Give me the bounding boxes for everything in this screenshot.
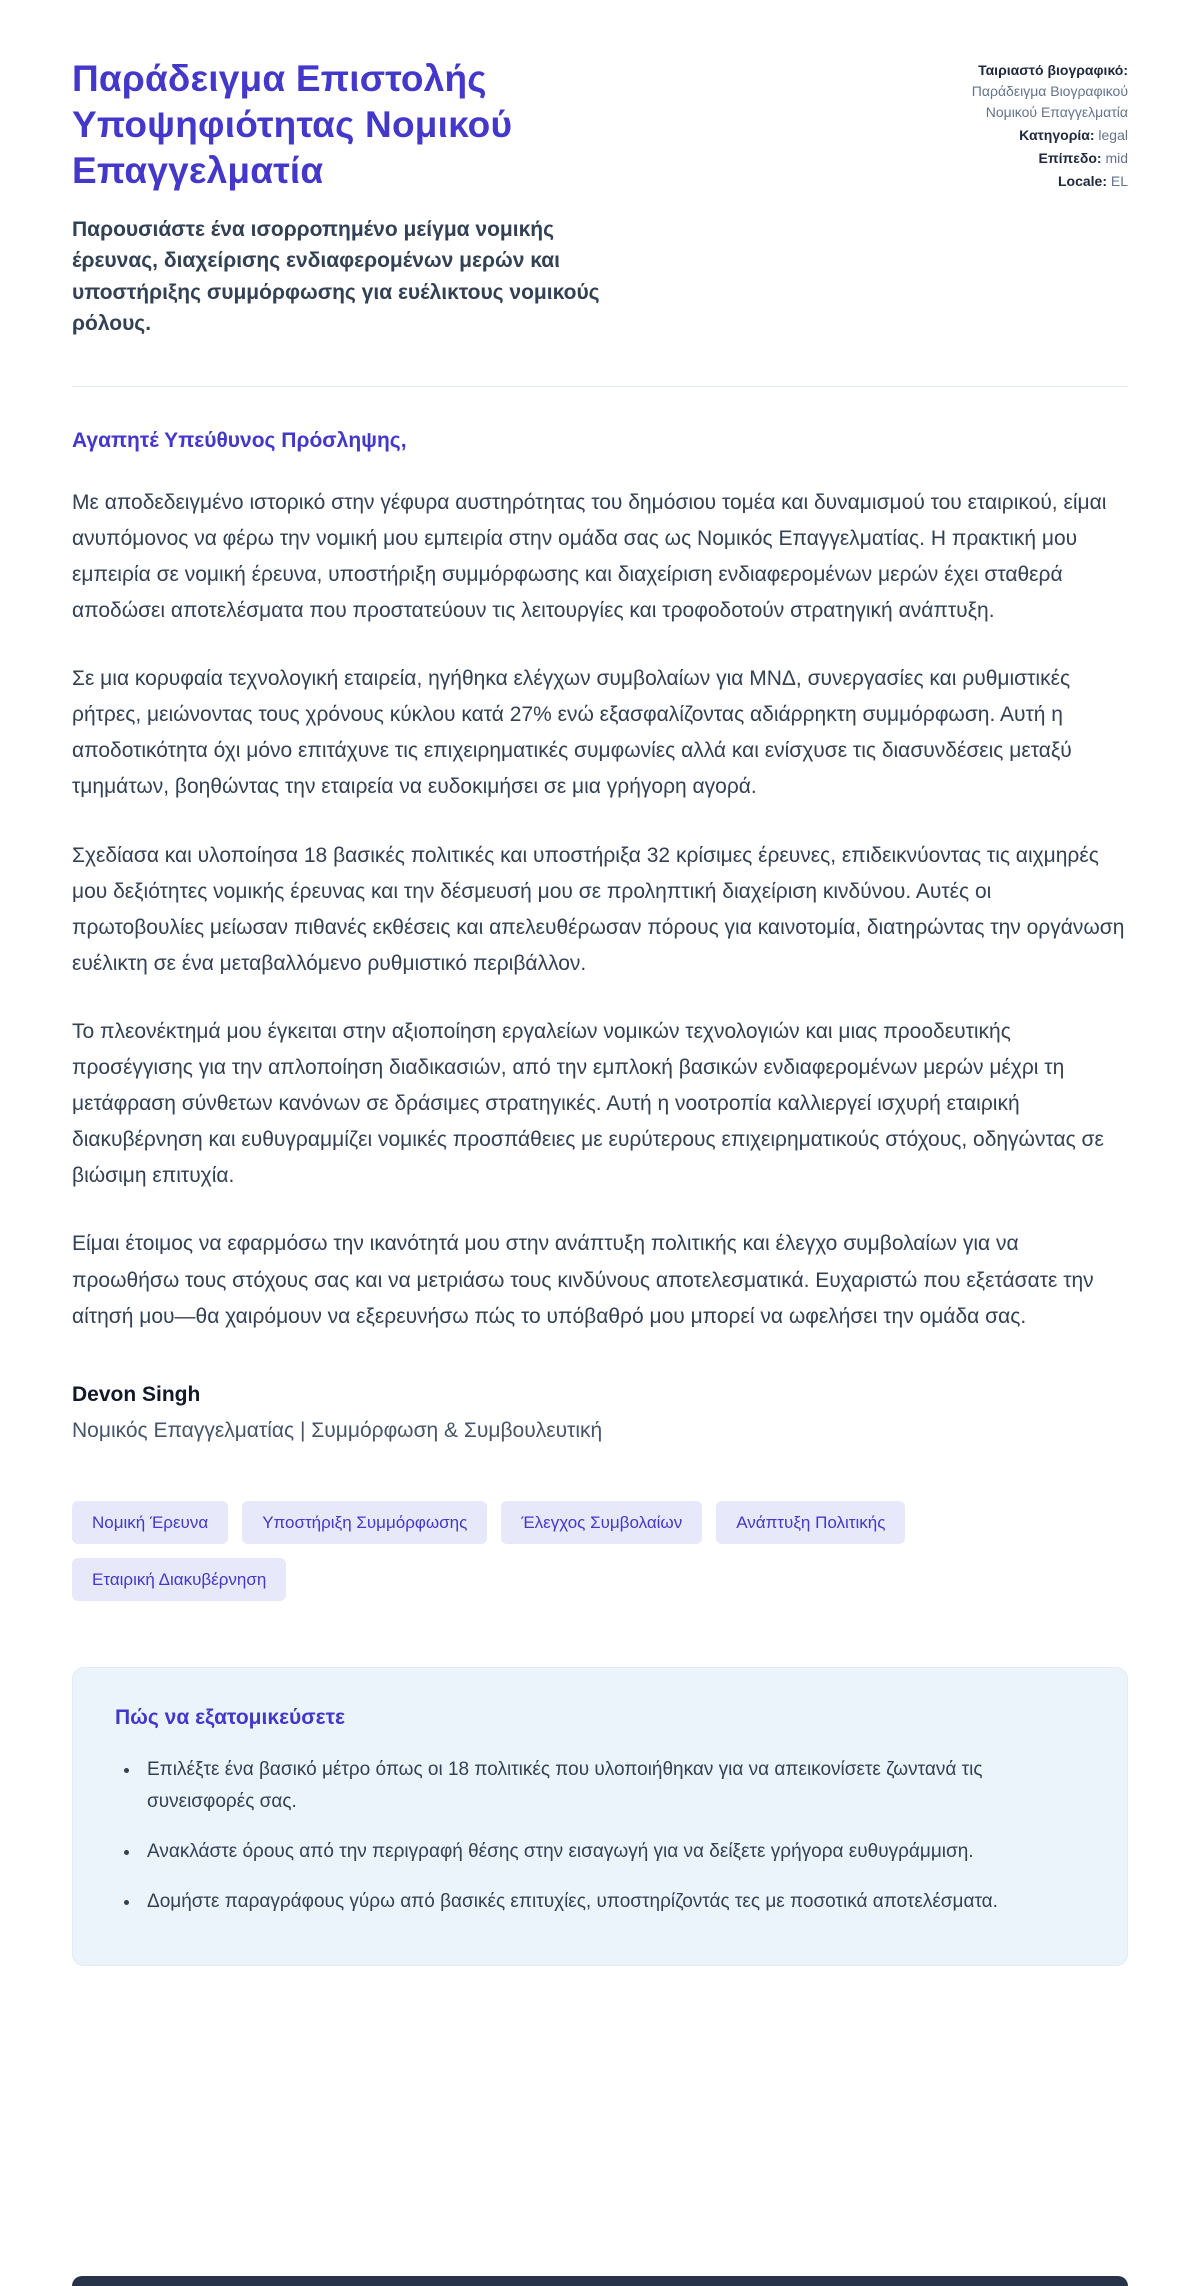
- customize-list: [115, 1754, 1085, 1918]
- letter-paragraph-4: Το πλεονέκτημά μου έγκειται στην αξιοποίηση εργαλείων νομικών τεχνολογιών και μιας προοδευτικής προσέγγισης για την απλοποίηση διαδικασιών, από την εμπλοκή βασικών ενδιαφερομένων μερών μέχρι τη μετάφραση σύνθετων κανόνων σε δράσιμες στρατηγικές. Αυτή η νοοτροπία καλλιεργεί ισχυρή εταιρική διακυβέρνηση και ευθυγραμμίζει νομικές προσπάθειες με ευρύτερους επιχειρηματικούς στόχους, οδηγώντας σε βιώσιμη επιτυχία.: [72, 1019, 1104, 1188]
- meta-level-value: mid: [1105, 150, 1128, 166]
- letter-paragraph-5: Είμαι έτοιμος να εφαρμόσω την ικανότητά μου στην ανάπτυξη πολιτικής και έλεγχο συμβολαίων για να προωθήσω τους στόχους σας και να μετριάσω τους κινδύνους αποτελεσματικά. Ευχαριστώ που εξετάσατε την αίτησή μου—θα χαιρόμουν να εξερευνήσω πώς το υπόβαθρό μου μπορεί να ωφελήσει την ομάδα σας.: [72, 1232, 1094, 1328]
- customize-tip-2: • Ανακλάστε όρους από την περιγραφή θέσης στην εισαγωγή για να δείξετε γρήγορα ευθυγράμμιση.: [141, 1836, 1085, 1868]
- letter-paragraph-1: Με αποδεδειγμένο ιστορικό στην γέφυρα αυστηρότητας του δημόσιου τομέα και δυναμισμού του εταιρικού, είμαι ανυπόμονος να φέρω την νομική μου εμπειρία στην ομάδα σας ως Νομικός Επαγγελματίας. Η πρακτική μου εμπειρία σε νομική έρευνα, υποστήριξη συμμόρφωσης και διαχείριση ενδιαφερομένων μερών έχει σταθερά αποδώσει αποτελέσματα που προστατεύουν τις λειτουργίες και τροφοδοτούν στρατηγική ανάπτυξη.: [72, 490, 1107, 622]
- skill-tag-corporate-governance: Εταιρική Διακυβέρνηση: [72, 1558, 286, 1601]
- signature-title: Νομικός Επαγγελματίας | Συμμόρφωση & Συμβουλευτική: [72, 1418, 603, 1442]
- meta-level: [953, 148, 1128, 169]
- customize-tip-1: • Επιλέξτε ένα βασικό μέτρο όπως οι 18 πολιτικές που υλοποιήθηκαν για να απεικονίσετε ζωντανά τις συνεισφορές σας.: [141, 1754, 1085, 1818]
- meta-level-label: Επίπεδο:: [1038, 150, 1102, 166]
- page-header: [72, 56, 1128, 340]
- meta-matching-resume: [953, 60, 1128, 123]
- meta-matching-resume-value: Παράδειγμα Βιογραφικού Νομικού Επαγγελματία: [971, 83, 1128, 120]
- header-left: [72, 56, 692, 340]
- letter-paragraph-3: Σχεδίασα και υλοποίησα 18 βασικές πολιτικές και υποστήριξα 32 κρίσιμες έρευνες, επιδεικνύοντας τις αιχμηρές μου δεξιότητες νομικής έρευνας και την δέσμευσή μου σε προληπτική διαχείριση κινδύνου. Αυτές οι πρωτοβουλίες μείωσαν πιθανές εκθέσεις και απελευθέρωσαν πόρους για καινοτομία, διατηρώντας την οργάνωση ευέλικτη σε ένα μεταβαλλόμενο ρυθμιστικό περιβάλλον.: [72, 843, 1125, 975]
- signature-name: Devon Singh: [72, 1382, 201, 1406]
- skill-tags: [72, 1501, 1128, 1601]
- meta-category: [953, 125, 1128, 146]
- meta-locale-value: EL: [1110, 173, 1128, 189]
- skill-tag-contract-review: Έλεγχος Συμβολαίων: [501, 1501, 702, 1544]
- letter-paragraph-2: Σε μια κορυφαία τεχνολογική εταιρεία, ηγήθηκα ελέγχων συμβολαίων για ΜΝΔ, συνεργασίες και ρυθμιστικές ρήτρες, μειώνοντας τους χρόνους κύκλου κατά 27% ενώ εξασφαλίζοντας αδιάρρηκτη συμμόρφωση. Αυτή η αποδοτικότητα όχι μόνο επιτάχυνε τις επιχειρηματικές συμφωνίες αλλά και ενίσχυσε τις διασυνδέσεις μεταξύ τμημάτων, βοηθώντας την εταιρεία να ευδοκιμήσει σε μια γρήγορη αγορά.: [72, 667, 1072, 799]
- meta-category-value: legal: [1098, 127, 1128, 143]
- customize-heading: Πώς να εξατομικεύσετε: [115, 1705, 345, 1729]
- page-subtitle: Παρουσιάστε ένα ισορροπημένο μείγμα νομικής έρευνας, διαχείρισης ενδιαφερομένων μερών και υποστήριξης συμμόρφωσης για ευέλικτους νομικούς ρόλους.: [72, 217, 600, 336]
- divider: [72, 386, 1128, 387]
- skill-tag-legal-research: Νομική Έρευνα: [72, 1501, 228, 1544]
- skill-tag-policy-development: Ανάπτυξη Πολιτικής: [716, 1501, 905, 1544]
- letter-body: [72, 429, 1128, 1443]
- letter-greeting: Αγαπητέ Υπεύθυνος Πρόσληψης,: [72, 428, 407, 452]
- customize-callout: [72, 1667, 1128, 1967]
- skill-tag-compliance-support: Υποστήριξη Συμμόρφωσης: [242, 1501, 487, 1544]
- meta-category-label: Κατηγορία:: [1019, 127, 1095, 143]
- meta-panel: [953, 56, 1128, 194]
- meta-locale: [953, 171, 1128, 192]
- customize-tip-3: • Δομήστε παραγράφους γύρω από βασικές επιτυχίες, υποστηρίζοντάς τες με ποσοτικά αποτελέσματα.: [141, 1886, 1085, 1918]
- meta-locale-label: Locale:: [1057, 173, 1107, 189]
- next-section-top-bar: [72, 2276, 1128, 2286]
- page-title: Παράδειγμα Επιστολής Υποψηφιότητας Νομικού Επαγγελματία: [72, 58, 513, 191]
- meta-matching-resume-label: Ταιριαστό βιογραφικό:: [978, 62, 1128, 78]
